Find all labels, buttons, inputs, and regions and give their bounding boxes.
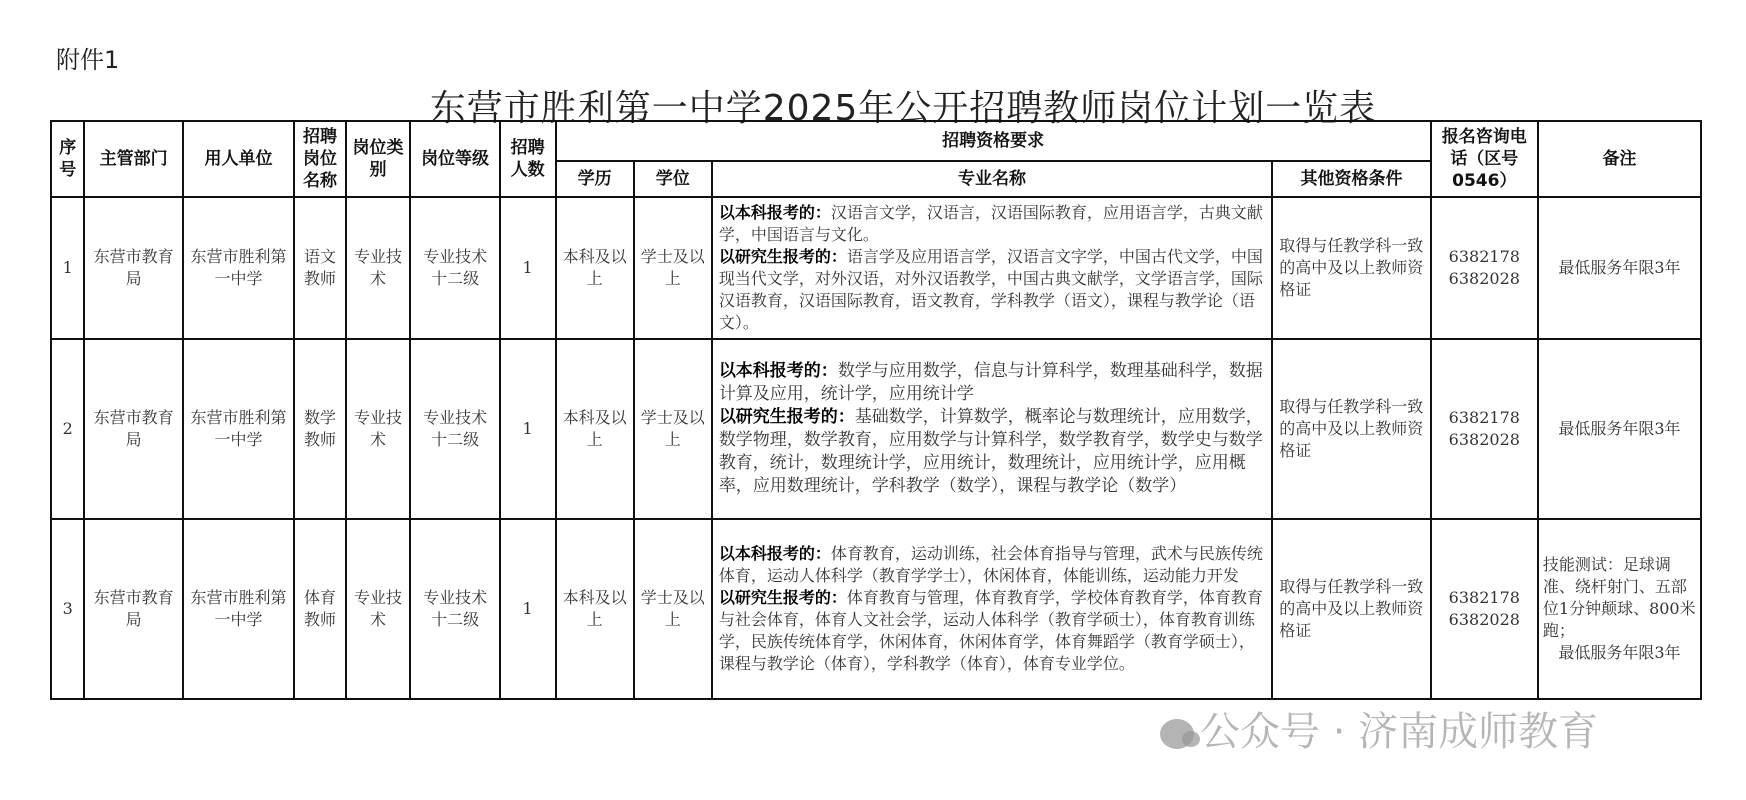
header-phone: 报名咨询电话（区号0546）: [1431, 121, 1538, 197]
undergrad-label: 以本科报考的：: [718, 203, 831, 222]
phone-1: 6382178: [1448, 247, 1520, 266]
cell-seq: 1: [51, 197, 84, 339]
header-post-name: 招聘岗位名称: [294, 121, 345, 197]
cell-other: 取得与任教学科一致的高中及以上教师资格证: [1272, 519, 1431, 699]
cell-unit: 东营市胜利第一中学: [183, 519, 295, 699]
undergrad-majors: 数学与应用数学，信息与计算科学，数理基础科学，数据计算及应用，统计学，应用统计学: [718, 361, 1263, 404]
undergrad-majors: 汉语言文学，汉语言，汉语国际教育，应用语言学，古典文献学，中国语言与文化。: [718, 203, 1263, 244]
cell-remarks: 最低服务年限3年: [1538, 197, 1701, 339]
phone-2: 6382028: [1448, 430, 1520, 449]
cell-count: 1: [500, 519, 556, 699]
cell-remarks: 最低服务年限3年: [1538, 339, 1701, 519]
service-term-note: 最低服务年限3年: [1558, 643, 1681, 662]
cell-dept: 东营市教育局: [84, 339, 182, 519]
grad-majors: 语言学及应用语言学，汉语言文字学，中国古代文学，中国现当代文学，对外汉语，对外汉语教学，中国古典文献学，文学语言学，国际汉语教育，汉语国际教育，语文教育，学科教学（语文），课程与教学论（语文）。: [718, 247, 1263, 332]
cell-remarks: [1538, 519, 1701, 699]
cell-post-name: 体育教师: [294, 519, 345, 699]
undergrad-majors: 体育教育，运动训练，社会体育指导与管理，武术与民族传统体育，运动人体科学（教育学学士），休闲体育，体能训练，运动能力开发: [718, 544, 1263, 585]
cell-unit: 东营市胜利第一中学: [183, 197, 295, 339]
cell-major: [712, 197, 1272, 339]
header-education: 学历: [556, 161, 634, 197]
recruitment-table: [50, 120, 1702, 700]
undergrad-label: 以本科报考的：: [718, 361, 838, 381]
cell-post-level: 专业技术十二级: [410, 519, 499, 699]
grad-label: 以研究生报考的：: [718, 247, 847, 266]
cell-major: [712, 519, 1272, 699]
skill-test-note: 技能测试：足球调准、绕杆射门、五部位1分钟颠球、800米跑；: [1542, 555, 1696, 640]
cell-post-name: 数学教师: [294, 339, 345, 519]
document-title: 东营市胜利第一中学2025年公开招聘教师岗位计划一览表: [429, 88, 1377, 129]
table-row: [51, 339, 1701, 519]
cell-post-type: 专业技术: [346, 197, 411, 339]
watermark: [1160, 700, 1598, 757]
cell-dept: 东营市教育局: [84, 519, 182, 699]
cell-post-level: 专业技术十二级: [410, 197, 499, 339]
header-post-type: 岗位类别: [346, 121, 411, 197]
cell-phone: [1431, 197, 1538, 339]
header-count: 招聘人数: [500, 121, 556, 197]
header-qualifications: 招聘资格要求: [556, 121, 1431, 161]
header-unit: 用人单位: [183, 121, 295, 197]
attachment-label: 附件1: [56, 46, 120, 74]
header-seq: 序号: [51, 121, 84, 197]
header-post-level: 岗位等级: [410, 121, 499, 197]
header-other: 其他资格条件: [1272, 161, 1431, 197]
cell-count: 1: [500, 339, 556, 519]
grad-majors: 基础数学，计算数学，概率论与数理统计，应用数学，数学物理，数学教育，应用数学与计算科学，数学教育学，数学史与数学教育，统计，数理统计学，应用统计，数理统计，应用统计学，应用概率，应用数理统计，学科教学（数学），课程与教学论（数学）: [718, 407, 1263, 496]
cell-major: [712, 339, 1272, 519]
cell-other: 取得与任教学科一致的高中及以上教师资格证: [1272, 197, 1431, 339]
phone-1: 6382178: [1448, 588, 1520, 607]
table-row: [51, 519, 1701, 699]
cell-post-type: 专业技术: [346, 339, 411, 519]
cell-degree: 学士及以上: [634, 519, 712, 699]
cell-seq: 2: [51, 339, 84, 519]
cell-degree: 学士及以上: [634, 339, 712, 519]
cell-education: 本科及以上: [556, 339, 634, 519]
cell-post-name: 语文教师: [294, 197, 345, 339]
cell-post-type: 专业技术: [346, 519, 411, 699]
grad-label: 以研究生报考的：: [718, 407, 855, 427]
cell-post-level: 专业技术十二级: [410, 339, 499, 519]
phone-2: 6382028: [1448, 610, 1520, 629]
header-remarks: 备注: [1538, 121, 1701, 197]
cell-phone: [1431, 339, 1538, 519]
header-major: 专业名称: [712, 161, 1272, 197]
cell-unit: 东营市胜利第一中学: [183, 339, 295, 519]
phone-2: 6382028: [1448, 269, 1520, 288]
cell-seq: 3: [51, 519, 84, 699]
watermark-text: 公众号 · 济南成师教育: [1200, 709, 1599, 755]
grad-majors: 体育教育与管理，体育教育学，学校体育教育学，体育教育与社会体育，体育人文社会学，运动人体科学（教育学硕士），体育教育训练学，民族传统体育学，休闲体育，休闲体育学，体育舞蹈学（教育学硕士），课程与教学论（体育），学科教学（体育），体育专业学位。: [718, 588, 1263, 673]
cell-education: 本科及以上: [556, 519, 634, 699]
cell-phone: [1431, 519, 1538, 699]
phone-1: 6382178: [1448, 408, 1520, 427]
table-row: [51, 197, 1701, 339]
cell-degree: 学士及以上: [634, 197, 712, 339]
wechat-icon: [1160, 719, 1194, 749]
header-dept: 主管部门: [84, 121, 182, 197]
undergrad-label: 以本科报考的：: [718, 544, 831, 563]
header-degree: 学位: [634, 161, 712, 197]
cell-dept: 东营市教育局: [84, 197, 182, 339]
cell-other: 取得与任教学科一致的高中及以上教师资格证: [1272, 339, 1431, 519]
cell-education: 本科及以上: [556, 197, 634, 339]
grad-label: 以研究生报考的：: [718, 588, 847, 607]
cell-count: 1: [500, 197, 556, 339]
